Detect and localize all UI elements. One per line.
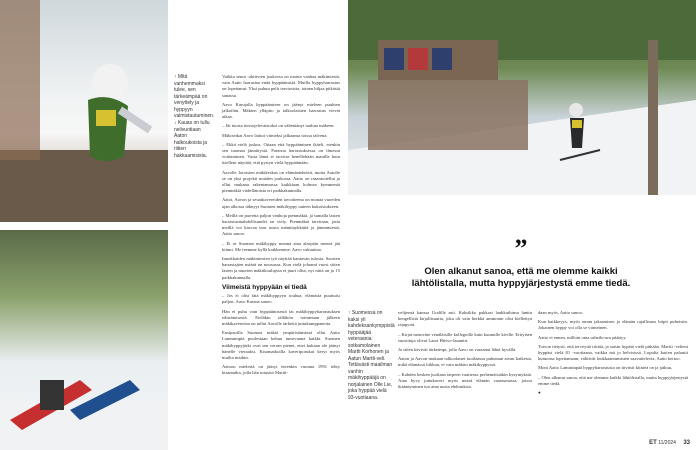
paragraph: Aatto ei ennen, milloin oma urheilu-ura päättyy. xyxy=(538,334,627,340)
page-footer xyxy=(649,440,690,446)
caption-middle: ↓ Kauas on tullu nelivuotiaan Aaton halkoukoista ja riitien hakkaamisista. xyxy=(174,120,210,159)
footer-issue: 11/2024 xyxy=(658,440,676,446)
paragraph: Aatot, Aavon ja seurakavereiden tavoitteena on monaa vuoeden ajan alkossa tähnyyt Suomen mäkihyppy uuteen kukoistukseen. xyxy=(222,197,340,209)
paragraph: Mäkiseikat Aavo laittoi viimeksi jalkaansa toissa talvena. xyxy=(222,132,328,138)
photo-ski-jump-hill xyxy=(348,0,696,195)
photo-ski-boots xyxy=(0,230,168,450)
paragraph: Aavo Karujalla hyppäämisen on jäänyt mieleen puuhien jalkoihin. Mäkien ylläpito ja talkoolaisten harrastus vievät aikaa. xyxy=(222,101,340,120)
paragraph: Ja sitten kävivät tärkeimpi, jolla Aavo on varaanut lähtä hyvällä. xyxy=(398,347,517,353)
paragraph: – Ei se Suomen mäkihyppy mennä aina alaspäin meneä jää kiinni. Me teemme kyllä kaikkemme, Aavo vakuuttaa. xyxy=(222,240,340,252)
paragraph: Vaikka senra -aktiivien joukossa on monta vanhaa mäkimiestä, vain Aatto harrastaa enää hyppäämistä. Muilla hyppyharrastus on lopettanut. Yksi puhuu pelit traviosista, toinen hiljaa pitkästä sanassa. xyxy=(222,74,340,98)
paragraph: – Ekkä vielä joskus. Ottaan että hyppääminen ikäeli, etenkin sen tuomaa jännittystä. Paraista harrastuksessa on ilmessä voittaminen. Vasta lämä et tarvitse kenellekään mauille kuin itselleni näyttää, että pystyn vielä hyppäämään. xyxy=(222,141,340,166)
ski-jumper-illustration xyxy=(0,0,168,222)
paragraph: Aavolle Joroisten mäkikeskus on elämäntehtävä, mutta Aatolle se on yksi projekti muiden joukossa. Aatto on rasantoitellut ja ollut mukana rakentamassa kaikkiaan kolmea kymmentä pienmäkiä viidellätoista eri paikkakunnalla. xyxy=(222,169,340,194)
paragraph: Hän ei puhu vain hyppäämisestä tai mäkihyppyharrastuksen edistämisestä. Eteläkin tälläkön toiminnan jälkeen mäkikavereista on tullut Aavolle tärkeitä juttukumppaneita. xyxy=(222,308,340,326)
paragraph: – Olen alkanut sanoa, että me olemme kaikki lähtölistalla, mutta hyppyjärjestystä emme tiedä. xyxy=(538,374,688,386)
body-column-left xyxy=(222,74,340,380)
right-page xyxy=(348,0,696,450)
pull-quote xyxy=(396,234,646,290)
paragraph: – Jos ei olisi tätä mäkihyppyyn touhua, elämästä puuttuisi paljon, Aavo Karaus sanoo. xyxy=(222,293,340,305)
paragraph: Aatoon mielestä on jääsyt eteenkin vuonna 1991 tehty kisamatka, jolla hän tutustui Martti- xyxy=(222,364,340,376)
paragraph: Innokkaiden mäkimiesten työ näyttää kantavan tulosta. Suorten harrastajien määrä on nousussa. Kun vielä johonni vuosi sitten lasten ja nuorten mäkiikoulujssa ei juuri ollut, nyt niitä on jo 15 paikkakunnalla. xyxy=(222,256,340,280)
footer-brand: ET xyxy=(649,440,657,446)
paragraph: Toivon tietysti, että terveyttä riittää, ja saisin hypätä vielä pitkään. Martti -velieni hyppäsi vielä 81 -vuotiaana, vaikka mä jo helvisissä. Lopulta kuiten palautti kuntonsa lopettamaan, välttivät loukkaantumisten saavuttelevia, Aatto kertoo. xyxy=(538,343,688,362)
caption-top: ↑ Mitä vanhemmaksi tulee, sen tärkeämpää on venyttely ja hyppyyn valmistautuminen. xyxy=(174,74,215,119)
body-column-right xyxy=(538,310,688,399)
caption-side: ↑ Suomessa on kaksi yli kahdeksankymppistä hyppääjää veteraania: sotkamolainen Martti Korhonen ja Aatun Martti-veli. Tettävästi maailman vanhin mäkihyppääjä on norjalainen Olle Lie, joka hyppää vielä 93-vuotiaana. xyxy=(348,310,395,401)
body-column-middle xyxy=(398,310,532,393)
section-heading: Viimeistä hyppyään ei tiedä xyxy=(222,283,307,291)
page-number: 33 xyxy=(683,440,690,446)
ski-jump-scene-illustration xyxy=(348,0,696,195)
paragraph: – Kirjat meniväte venäläisille kollegoille kuin kuumille kiville. Erityisen suosittuja olivat Lauri Hiisvo-lauantit. xyxy=(398,331,532,343)
paragraph: – Meillä on parretta paljon vanhoja pienmäkiä, ja samalla lasten harrastusmahdollisuudet on viety. Pienmäkiä tarvitaan, jotta meillä voi kasvaa taas uusia mäntttaykkäitä ja jännnmiestä, Aatto sanoo. xyxy=(222,212,340,237)
paragraph: Moni Aatto Lamminpää hyppyharrastusta on tiiviisti kiinteä on ja jatkuu, xyxy=(538,365,673,371)
paragraph: – Kahden kesken juotlaan tarpeen vaatiessa perhemäisiäkin kysymyksiä. Aina hyvy juttukaveri myös missä elämän vaarasmassa, joissa ikääntyminen tuo aina uusia ehdotuksia. xyxy=(398,371,532,390)
paragraph: Ensipaoilla Suomea mäkiä ympäristämässä ollut Aatto Lammimpiä puolestaan kehuu tumrvanna kaikki. Suomen mäkihyppyjärki ovat sen verran pienet, ettei kukaan ole jäänyt hänelle vieraaksi. Kisamatkoilla kaveriporukat keryt myös muilta maihin. xyxy=(222,330,340,360)
pull-quote-text: Olen alkanut sanoa, että me olemme kaikki lähtölistalla, mutta hyppyjärjestystä emme tiedä. xyxy=(411,266,631,289)
paragraph: – Jäi tuosta tiessojelevaistoksi on vähentänyt touhua mäkeen. xyxy=(222,123,335,129)
ski-boots-illustration xyxy=(0,230,168,450)
photo-ski-jumper-closeup xyxy=(0,0,168,222)
end-mark: ● xyxy=(538,390,541,396)
paragraph: velijensä kanssa Uralille asti. Kaksikko pakkasi laukkuihinsa lanttu hengellisiä kirjallisuutta, joka oli vain herkkä ammonin olisi kiellettyä rajapyrtä. xyxy=(398,310,532,328)
paragraph: daan myös, Aatto sanoo. xyxy=(538,310,584,315)
paragraph: Aaton ja Aavon mukaan talkoolaiset tuoilaassa puhutaan aivan kaikesta, mikä elämässä liikkuu, ei vain mäkiin mäkihyppyssä. xyxy=(398,356,532,368)
quote-mark-icon: ” xyxy=(514,234,528,263)
paragraph: Kun kaikkeyys, myös oman jaksamisen ja elämän rajallisuus hiipii puheisiin. Jokainen hyppy voi olla se viimeinen. xyxy=(538,319,688,331)
